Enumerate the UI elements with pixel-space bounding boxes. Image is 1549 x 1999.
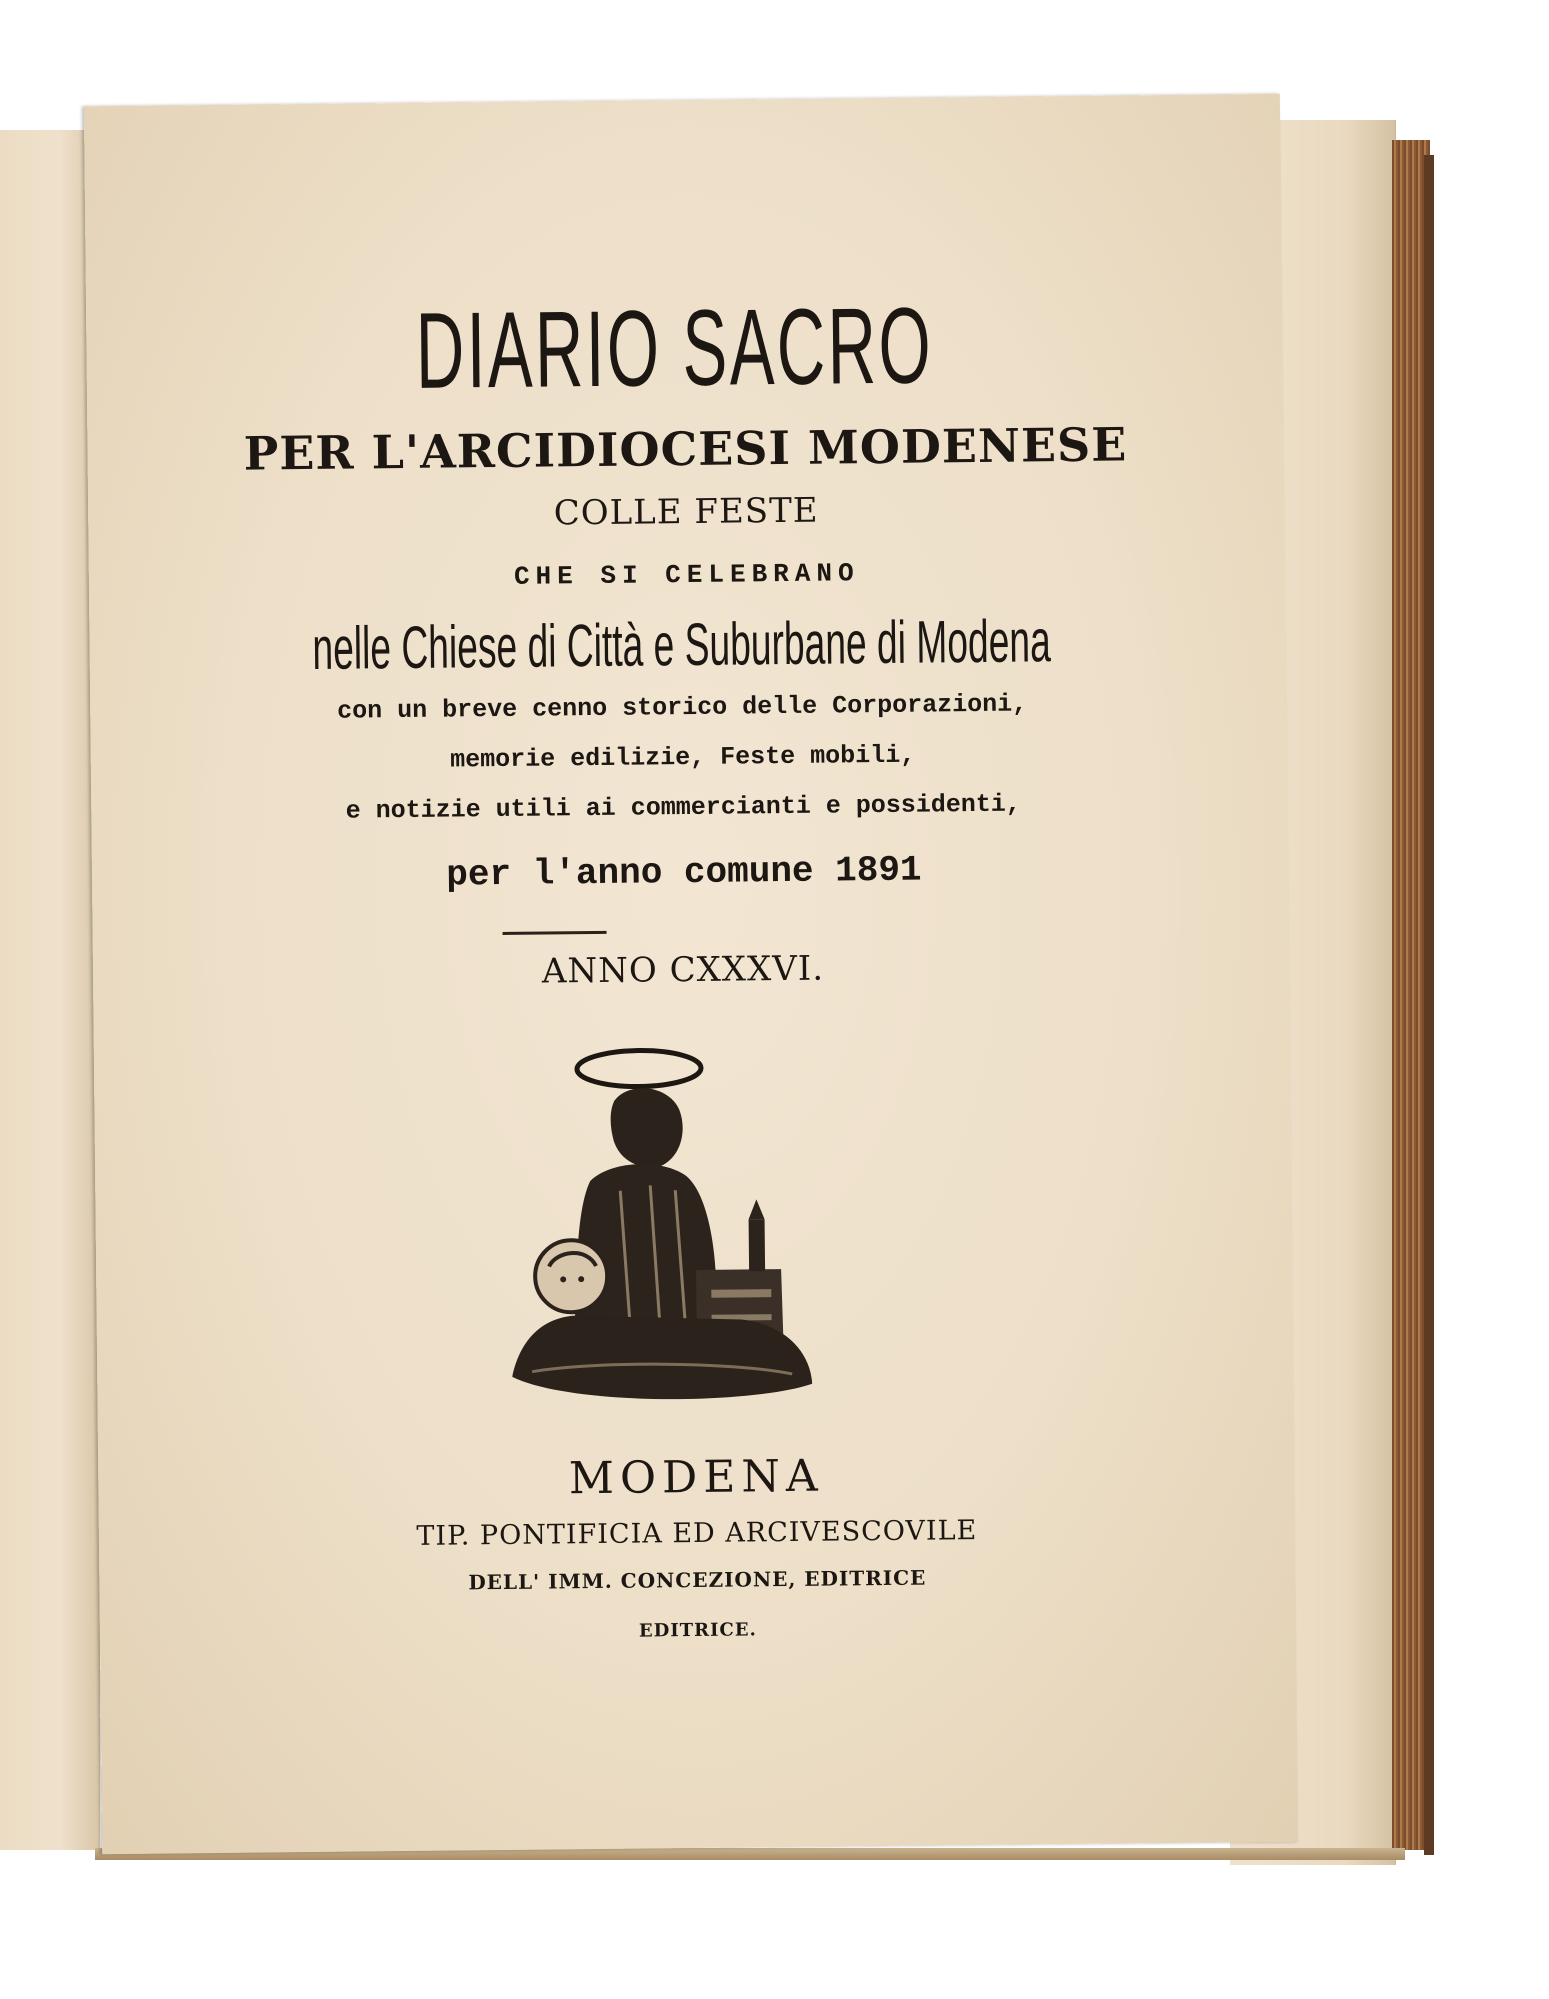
publisher-line-2: DELL' IMM. CONCEZIONE, EDITRICE — [468, 1565, 927, 1595]
year-line: per l'anno comune 1891 — [446, 849, 922, 896]
edition-number: ANNO CXXXVI. — [541, 948, 825, 992]
description-line-3: e notizie utili ai commercianti e possidenti, — [345, 789, 1021, 826]
subtitle-diocese: PER L'ARCIDIOCESI MODENESE — [243, 417, 1128, 481]
divider-rule — [503, 931, 607, 935]
subtitle-churches: nelle Chiese di Città e Suburbane di Modena — [312, 607, 1052, 682]
publisher-line-1: TIP. PONTIFICIA ED ARCIVESCOVILE — [416, 1515, 978, 1552]
publisher-line-3: EDITRICE. — [638, 1619, 757, 1642]
description-line-1: con un breve cenno storico delle Corporazioni, — [337, 689, 1028, 726]
title-page — [84, 94, 1298, 1854]
page-title: DIARIO SACRO — [415, 284, 934, 411]
book-cover-edge — [1424, 155, 1434, 1855]
city-name: MODENA — [568, 1450, 824, 1505]
subtitle-feasts: COLLE FESTE — [553, 490, 819, 534]
saint-with-child-engraving-icon — [509, 1039, 813, 1402]
description-line-2: memorie edilizie, Feste mobili, — [450, 740, 916, 775]
subtitle-celebrated: CHE SI CELEBRANO — [513, 558, 860, 592]
